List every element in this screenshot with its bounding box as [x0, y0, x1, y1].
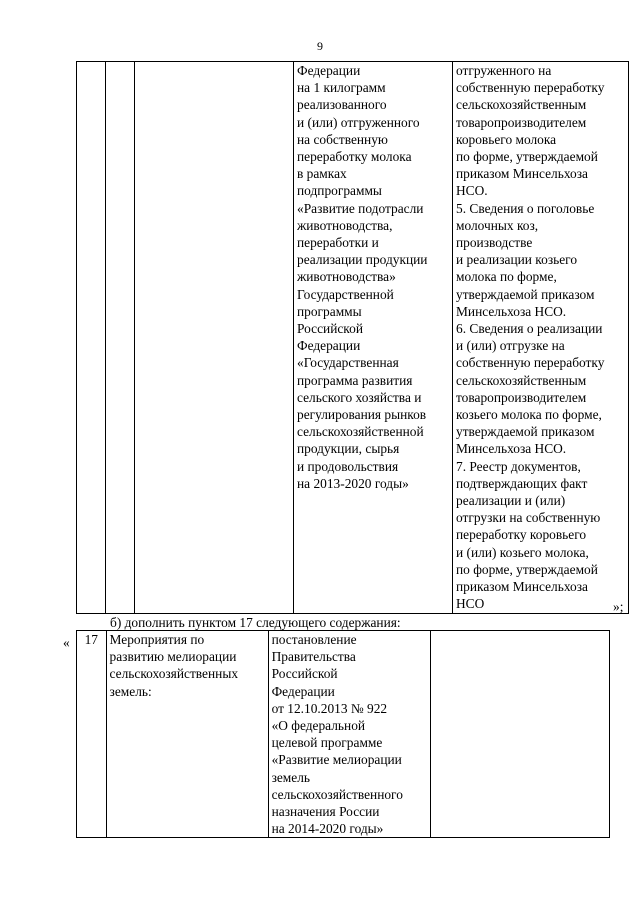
text-line: Федерации [297, 338, 361, 354]
text-line: реализации и (или) [456, 493, 566, 509]
text-line: программа развития [297, 372, 413, 388]
text-line: подпрограммы [297, 183, 382, 199]
text-line: товаропроизводителем [456, 114, 587, 130]
text-line: НСО [456, 596, 485, 612]
text-line: «О федеральной [271, 718, 366, 734]
text-line: «Развитие подотрасли [297, 200, 424, 216]
text-line: целевой программе [271, 735, 383, 751]
text-line: собственную переработку [456, 80, 605, 96]
text-line: Федерации [297, 63, 361, 78]
text-line: по форме, утверждаемой [456, 149, 598, 165]
text-line: на 2013-2020 годы» [297, 475, 409, 491]
text-line: земель [271, 769, 311, 785]
text-line: 6. Сведения о реализации [456, 321, 603, 337]
text-line: молока по форме, [456, 269, 557, 285]
text-line: на собственную [297, 131, 388, 147]
text-line: реализации продукции [297, 252, 428, 268]
text-line: и (или) отгрузке на [456, 338, 565, 354]
text-line: утверждаемой приказом [456, 424, 595, 440]
table-cell-empty [106, 62, 135, 614]
text-line: Минсельхоза НСО. [456, 303, 567, 319]
closing-quote: »; [613, 599, 624, 614]
text-line: животноводства» [297, 269, 396, 285]
text-line: отгрузки на собственную [456, 510, 601, 526]
text-line: утверждаемой приказом [456, 286, 595, 302]
text-line: сельскохозяйственной [297, 424, 424, 440]
text-line: продукции, сырья [297, 441, 400, 457]
text-line: Государственной [297, 286, 394, 302]
page-number: 9 [317, 39, 323, 53]
text-line: и (или) козьего молока, [456, 544, 589, 560]
text-line: козьего молока по форме, [456, 407, 602, 423]
text-line: переработки и [297, 235, 379, 251]
text-line: НСО. [456, 183, 488, 199]
item-number: 17 [77, 631, 107, 838]
text-line: на 2014-2020 годы» [271, 821, 384, 837]
legal-basis-cell [294, 62, 453, 614]
text-line: развитию мелиорации [109, 649, 237, 665]
text-line: отгруженного на [456, 63, 552, 78]
text-line: производстве [456, 235, 533, 251]
text-line: регулирования рынков [297, 407, 427, 423]
text-line: от 12.10.2013 № 922 [271, 700, 388, 716]
text-line: Федерации [271, 683, 335, 699]
text-line: переработку коровьего [456, 527, 587, 543]
text-line: молочных коз, [456, 217, 539, 233]
text-line: «Государственная [297, 355, 399, 371]
text-line: «Развитие мелиорации [271, 752, 402, 768]
text-line: Минсельхоза НСО. [456, 441, 567, 457]
text-line: товаропроизводителем [456, 389, 587, 405]
text-line: и реализации козьего [456, 252, 578, 268]
text-line: программы [297, 303, 362, 319]
text-line: переработку молока [297, 149, 412, 165]
table-cell-empty [77, 62, 106, 614]
text-line: приказом Минсельхоза [456, 579, 588, 595]
table-row [77, 62, 629, 614]
legal-basis-cell [268, 631, 430, 838]
text-line: коровьего молока [456, 131, 557, 147]
new-item-table [76, 630, 610, 838]
text-line: по форме, утверждаемой [456, 561, 598, 577]
table-cell-empty [135, 62, 294, 614]
text-line: назначения России [271, 804, 380, 820]
table-cell-empty [430, 631, 609, 838]
text-line: Мероприятия по [109, 632, 205, 647]
text-line: земель: [109, 683, 152, 699]
text-line: приказом Минсельхоза [456, 166, 588, 182]
text-line: и (или) отгруженного [297, 114, 420, 130]
text-line: собственную переработку [456, 355, 605, 371]
text-line: сельскохозяйственным [456, 97, 587, 113]
table-row [77, 631, 610, 838]
text-line: 7. Реестр документов, [456, 458, 581, 474]
text-line: подтверждающих факт [456, 475, 588, 491]
text-line: реализованного [297, 97, 387, 113]
text-line: Правительства [271, 649, 356, 665]
measure-name-cell [106, 631, 268, 838]
text-line: в рамках [297, 166, 347, 182]
text-line: 5. Сведения о поголовье [456, 200, 595, 216]
text-line: сельскохозяйственным [456, 372, 587, 388]
documents-cell [453, 62, 629, 614]
text-line: животноводства, [297, 217, 393, 233]
text-line: Российской [297, 321, 363, 337]
text-line: постановление [271, 632, 357, 647]
text-line: на 1 килограмм [297, 80, 386, 96]
text-line: сельскохозяйственных [109, 666, 239, 682]
opening-quote: « [63, 635, 70, 650]
amendment-text: б) дополнить пунктом 17 следующего содержания: [110, 615, 401, 630]
text-line: сельского хозяйства и [297, 389, 422, 405]
text-line: Российской [271, 666, 338, 682]
text-line: и продовольствия [297, 458, 399, 474]
continued-table [76, 61, 629, 614]
text-line: сельскохозяйственного [271, 786, 403, 802]
